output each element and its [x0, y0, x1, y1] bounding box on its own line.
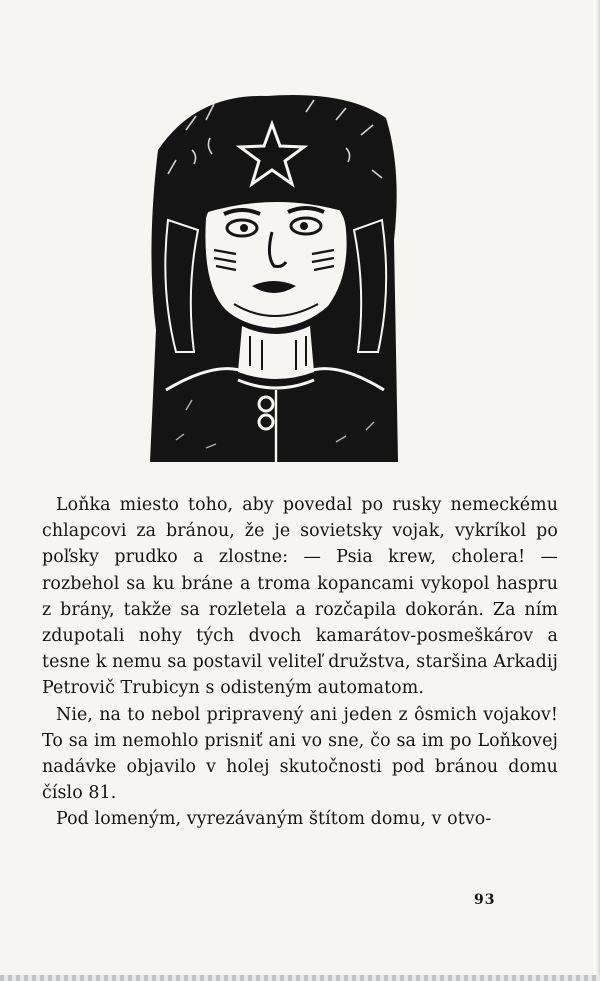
paragraph: Nie, na to nebol pripravený ani jeden z ôsmich vojakov! To sa im nemohlo prisniť ani vo sne, čo sa im po Loňkovej nadávke objavilo v holej skutočnosti pod bránou domu číslo 81. — [42, 704, 558, 804]
body-text — [42, 492, 558, 833]
page-number: 93 — [474, 892, 496, 908]
page-edge — [594, 0, 600, 981]
paragraph: Loňka miesto toho, aby povedal po rusky nemeckému chlapcovi za bránou, že je sovietsky vojak, vykríkol po poľsky prudko a zlostne: — Psia krew, cholera! — rozbehol sa ku bráne a troma kopancami vykopol haspru z brány, takže sa rozletela a rozčapila dokorán. Za ním zdupotali nohy tých dvoch kamarátov-posmeškárov a tesne k nemu sa postavil veliteľ družstva, staršina Arkadij Petrovič Trubicyn s odisteným automatom. — [42, 495, 558, 699]
soldier-portrait-woodcut-icon — [146, 90, 404, 462]
paragraph: Pod lomeným, vyrezávaným štítom domu, v otvo- — [56, 809, 492, 830]
scan-bottom-edge — [0, 975, 600, 981]
